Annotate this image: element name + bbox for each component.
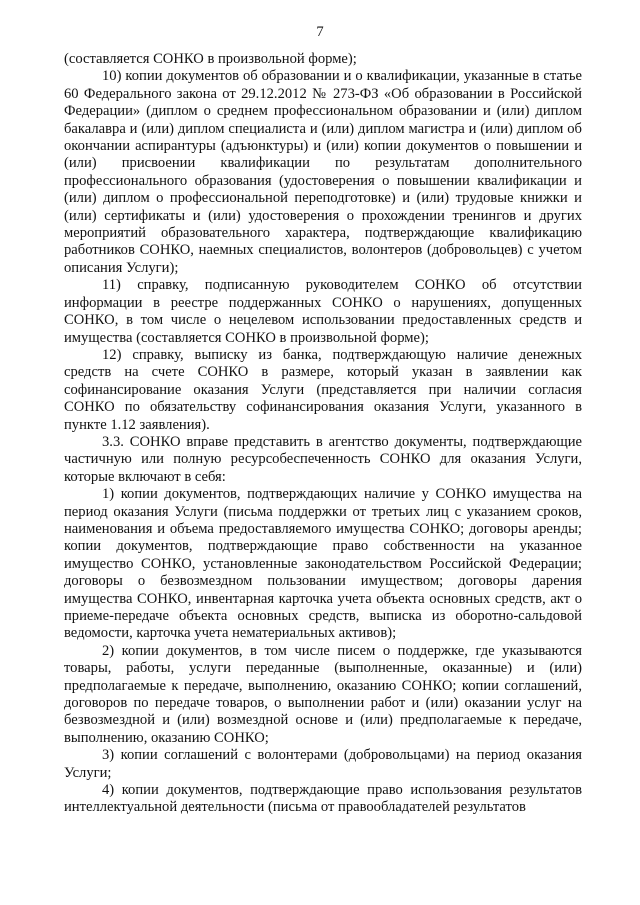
paragraph-subitem-2: 2) копии документов, в том числе писем о поддержке, где указываются товары, работы, услуги переданные (выполненные, оказанные) и (или) предполагаемые к передаче, выполнению, оказанию СОНКО; копии соглашений, договоров по передаче товаров, о выполнении работ и (или) оказании услуг на безвозмездной и (или) возмездной основе и (или) предполагаемые к передаче, выполнению, оказанию СОНКО; bbox=[64, 642, 582, 746]
paragraph-subitem-3: 3) копии соглашений с волонтерами (добровольцами) на период оказания Услуги; bbox=[64, 747, 582, 781]
paragraph-subitem-1: 1) копии документов, подтверждающих наличие у СОНКО имущества на период оказания Услуги (письма поддержки от третьих лиц с указанием сроков, наименования и объема предоставляемого имущества СОНКО; договоры аренды; копии документов, подтверждающие право собственности на указанное имущество СОНКО, установленные законодательством Российской Федерации; договоры о безвозмездном пользовании имуществом; договоры дарения имущества СОНКО, инвентарная карточка учета объекта основных средств, акт о приеме-передаче объекта основных средств, выписка из оборотно-сальдовой ведомости, карточка учета нематериальных активов); bbox=[64, 486, 582, 642]
document-body bbox=[64, 51, 582, 817]
paragraph-item-10: 10) копии документов об образовании и о квалификации, указанные в статье 60 Федерального закона от 29.12.2012 № 273-ФЗ «Об образовании в Российской Федерации» (диплом о среднем профессиональном образовании и (или) диплом бакалавра и (или) диплом специалиста и (или) диплом магистра и (или) диплом об окончании аспирантуры (адъюнктуры) и (или) копии документов о повышении и (или) присвоении квалификации по результатам дополнительного профессионального образования (удостоверения о повышении квалификации и (или) диплом о профессиональной переподготовке) и (или) трудовые книжки и (или) сертификаты и (или) удостоверения о прохождении тренингов и других мероприятий образовательного характера, подтверждающие квалификацию работников СОНКО, наемных специалистов, волонтеров (добровольцев) с учетом описания Услуги); bbox=[64, 68, 582, 276]
paragraph-continuation: (составляется СОНКО в произвольной форме); bbox=[64, 51, 357, 67]
paragraph-item-12: 12) справку, выписку из банка, подтверждающую наличие денежных средств на счете СОНКО в размере, который указан в заявлении как софинансирование оказания Услуги (представляется при наличии согласия СОНКО по обязательству софинансирования оказания Услуги, указанного в пункте 1.12 заявления). bbox=[64, 346, 582, 433]
page-number: 7 bbox=[316, 24, 324, 40]
paragraph-subitem-4: 4) копии документов, подтверждающие право использования результатов интеллектуальной деятельности (письма от правообладателей результатов bbox=[64, 782, 582, 816]
paragraph-section-3-3: 3.3. СОНКО вправе представить в агентство документы, подтверждающие частичную или полную ресурсобеспеченность СОНКО для оказания Услуги, которые включают в себя: bbox=[64, 433, 582, 485]
paragraph-item-11: 11) справку, подписанную руководителем СОНКО об отсутствии информации в реестре поддержанных СОНКО о нарушениях, допущенных СОНКО, в том числе о нецелевом использовании предоставленных средств и имущества (составляется СОНКО в произвольной форме); bbox=[64, 277, 582, 346]
